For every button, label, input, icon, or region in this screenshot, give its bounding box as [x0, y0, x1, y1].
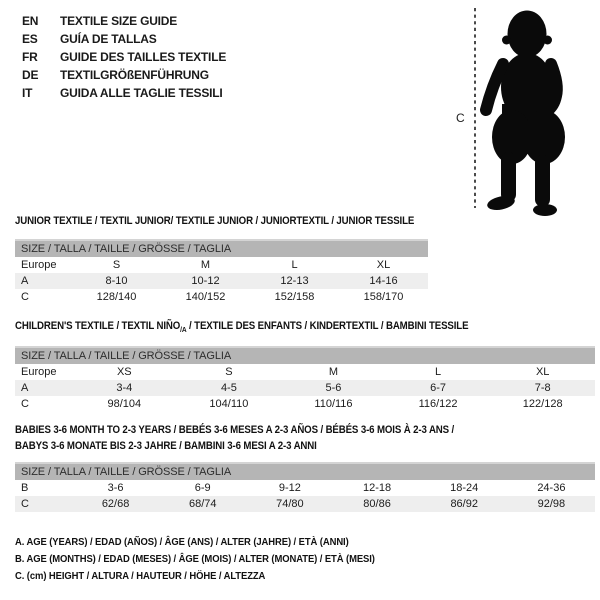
- row-label: C: [15, 496, 72, 512]
- table-row: [15, 289, 428, 305]
- size-header-row: [15, 347, 595, 364]
- lang-row-fr: [22, 48, 226, 66]
- size-cell: 24-36: [537, 482, 566, 494]
- size-cell: 152/158: [274, 291, 315, 303]
- table-row: [15, 480, 595, 496]
- size-cell: M: [200, 259, 211, 271]
- size-cell: 116/122: [418, 398, 458, 410]
- toddler-silhouette-icon: [486, 11, 565, 217]
- size-header-label: SIZE / TALLA / TAILLE / GRÖSSE / TAGLIA: [15, 347, 595, 364]
- children-title-post: / TEXTILE DES ENFANTS / KINDERTEXTIL / BAMBINI TESSILE: [186, 320, 469, 332]
- size-cell: 10-12: [161, 273, 250, 289]
- lang-text: TEXTILE SIZE GUIDE: [60, 14, 178, 28]
- footnote-c: C. (cm) HEIGHT / ALTURA / HAUTEUR / HÖHE / ALTEZZA: [15, 570, 266, 582]
- size-cell: 18-24: [450, 482, 479, 494]
- size-cell: 92/98: [508, 496, 595, 512]
- size-cell: 6-7: [386, 380, 491, 396]
- size-cell: XS: [116, 366, 132, 378]
- lang-code: FR: [22, 50, 38, 64]
- lang-row-de: [22, 66, 226, 84]
- size-header-row: [15, 463, 595, 480]
- table-row: [15, 257, 428, 273]
- lang-code: EN: [22, 14, 39, 28]
- size-cell: 86/92: [421, 496, 508, 512]
- size-cell: 110/116: [314, 398, 353, 410]
- row-label: Europe: [21, 366, 57, 378]
- footnote-b: B. AGE (MONTHS) / EDAD (MESES) / ÂGE (MOIS) / ALTER (MONATE) / ETÀ (MESI): [15, 553, 375, 565]
- children-title-pre: CHILDREN'S TEXTILE / TEXTIL NIÑO: [15, 320, 181, 332]
- table-row: [15, 364, 595, 380]
- height-measure-label: C: [456, 111, 465, 125]
- size-cell: 140/152: [185, 291, 226, 303]
- row-label: C: [21, 291, 29, 303]
- size-cell: L: [291, 259, 298, 271]
- size-cell: 104/110: [209, 398, 249, 410]
- size-cell: S: [112, 259, 121, 271]
- babies-title-line2: BABYS 3-6 MONATE BIS 2-3 JAHRE / BAMBINI 3-6 MESI A 2-3 ANNI: [15, 440, 317, 452]
- row-label: A: [15, 380, 72, 396]
- size-cell: 3-4: [72, 380, 177, 396]
- junior-section-title: JUNIOR TEXTILE / TEXTIL JUNIOR/ TEXTILE JUNIOR / JUNIORTEXTIL / JUNIOR TESSILE: [15, 215, 415, 227]
- row-label: A: [15, 273, 72, 289]
- size-cell: 3-6: [107, 482, 124, 494]
- babies-title-line1: BABIES 3-6 MONTH TO 2-3 YEARS / BEBÉS 3-6 MESES A 2-3 AÑOS / BÉBÉS 3-6 MOIS À 2-3 ANS /: [15, 424, 455, 436]
- size-header-label: SIZE / TALLA / TAILLE / GRÖSSE / TAGLIA: [15, 240, 428, 257]
- lang-row-es: [22, 30, 226, 48]
- size-cell: 62/68: [72, 496, 159, 512]
- babies-size-table: [15, 462, 595, 512]
- lang-code: IT: [22, 86, 33, 100]
- size-cell: 14-16: [339, 273, 428, 289]
- lang-row-en: [22, 12, 226, 30]
- size-cell: M: [328, 366, 339, 378]
- table-row: [15, 380, 595, 396]
- lang-code: ES: [22, 32, 38, 46]
- row-label: C: [21, 398, 29, 410]
- size-cell: 122/128: [522, 398, 563, 410]
- table-row: [15, 496, 595, 512]
- size-cell: XL: [376, 259, 391, 271]
- size-cell: 8-10: [72, 273, 161, 289]
- size-header-label: SIZE / TALLA / TAILLE / GRÖSSE / TAGLIA: [15, 463, 595, 480]
- lang-text: TEXTILGRÖßENFÜHRUNG: [60, 68, 209, 82]
- size-cell: 6-9: [194, 482, 211, 494]
- size-cell: 128/140: [96, 291, 137, 303]
- size-cell: S: [225, 366, 233, 378]
- size-cell: 9-12: [278, 482, 301, 494]
- size-cell: 5-6: [281, 380, 386, 396]
- table-row: [15, 396, 595, 412]
- lang-code: DE: [22, 68, 39, 82]
- lang-text: GUIDA ALLE TAGLIE TESSILI: [60, 86, 223, 100]
- size-cell: 4-5: [177, 380, 282, 396]
- children-section-title: [15, 318, 468, 338]
- size-cell: 7-8: [490, 380, 595, 396]
- footnote-a: A. AGE (YEARS) / EDAD (AÑOS) / ÂGE (ANS) / ALTER (JAHRE) / ETÀ (ANNI): [15, 536, 349, 548]
- size-cell: 12-13: [250, 273, 339, 289]
- children-size-table: [15, 346, 595, 412]
- measurement-footnotes: [15, 534, 375, 585]
- lang-text: GUIDE DES TAILLES TEXTILE: [60, 50, 227, 64]
- size-cell: L: [435, 366, 442, 378]
- lang-row-it: [22, 84, 226, 102]
- size-cell: 12-18: [362, 482, 392, 494]
- children-title-sub: /A: [180, 325, 187, 335]
- row-label: Europe: [21, 259, 57, 271]
- size-cell: 74/80: [246, 496, 333, 512]
- size-cell: 158/170: [363, 291, 404, 303]
- junior-size-table: [15, 239, 428, 305]
- row-label: B: [21, 482, 29, 494]
- language-header: [22, 12, 226, 102]
- size-cell: XL: [535, 366, 550, 378]
- size-cell: 68/74: [159, 496, 246, 512]
- size-header-row: [15, 240, 428, 257]
- babies-section-title: [15, 422, 454, 454]
- table-row: [15, 273, 428, 289]
- size-cell: 80/86: [333, 496, 420, 512]
- lang-text: GUÍA DE TALLAS: [60, 32, 157, 46]
- height-figure: [445, 4, 585, 219]
- size-cell: 98/104: [107, 398, 142, 410]
